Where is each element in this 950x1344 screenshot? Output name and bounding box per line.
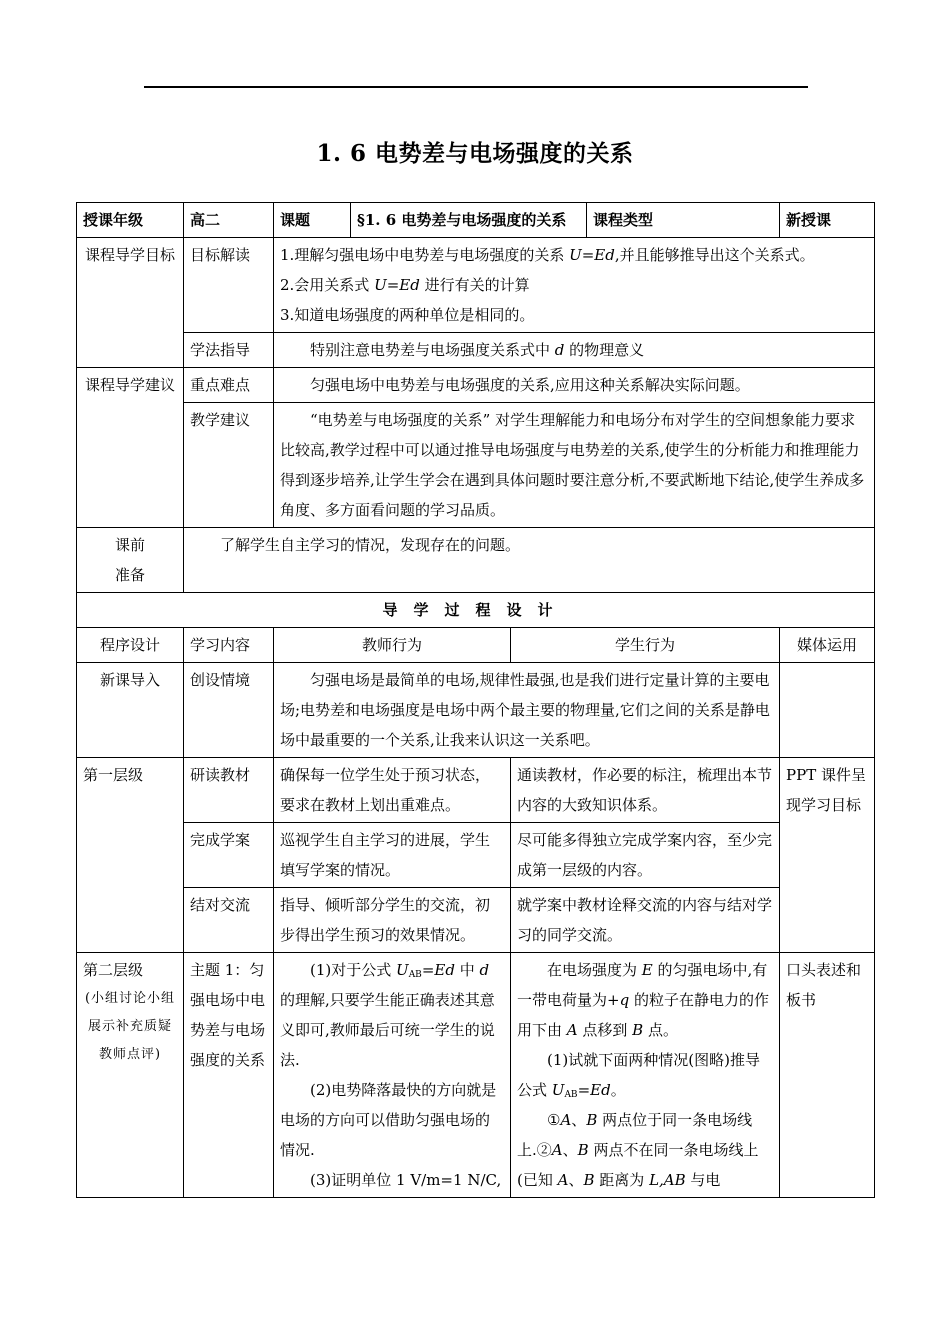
level2-teacher-2: (2)电势降落最快的方向就是电场的方向可以借助匀强电场的情况. xyxy=(280,1081,497,1159)
topic-value: §1. 6 电势差与电场强度的关系 xyxy=(351,203,587,238)
grade-value: 高二 xyxy=(184,203,274,238)
level1-student-3: 就学案中教材诠释交流的内容与结对学习的同学交流。 xyxy=(511,888,780,953)
col-student: 学生行为 xyxy=(511,628,780,663)
key-label: 重点难点 xyxy=(184,368,274,403)
intro-media xyxy=(780,663,875,758)
level2-teacher-3: (3)证明单位 1 V/m=1 N/C, xyxy=(310,1171,502,1189)
level1-row-1 xyxy=(77,758,875,823)
level1-content-2: 完成学案 xyxy=(184,823,274,888)
grade-label: 授课年级 xyxy=(77,203,184,238)
level2-teacher-1: (1)对于公式 $U_{AB}=Ed$ 中 d 的理解,只要学生能正确表述其意义即可,教师最后可统一学生的说法. xyxy=(280,961,495,1069)
suggestions-row-key xyxy=(77,368,875,403)
process-columns-row xyxy=(77,628,875,663)
goals-row-objectives xyxy=(77,238,875,333)
prep-row xyxy=(77,528,875,593)
objectives-label: 目标解读 xyxy=(184,238,274,333)
intro-content: 创设情境 xyxy=(184,663,274,758)
teach-text: “电势差与电场强度的关系” 对学生理解能力和电场分布对学生的空间想象能力要求比较高,教学过程中可以通过推导电场强度与电势差的关系,使学生的分析能力和推理能力得到逐步培养,让学生学会在遇到具体问题时要注意分析,不要武断地下结论,使学生养成多角度、多方面看问题的学习品质。 xyxy=(274,403,875,528)
suggestions-row-teach xyxy=(77,403,875,528)
level1-teacher-3: 指导、倾听部分学生的交流，初步得出学生预习的效果情况。 xyxy=(274,888,511,953)
teach-label: 教学建议 xyxy=(184,403,274,528)
intro-teacher: 匀强电场是最简单的电场,规律性最强,也是我们进行定量计算的主要电场;电势差和电场强度是电场中两个最主要的物理量,它们之间的关系是静电场中最重要的一个关系,让我来认识这一关系吧。 xyxy=(274,663,780,758)
intro-row xyxy=(77,663,875,758)
level2-student-1: 在电场强度为 E 的匀强电场中,有一带电荷量为+q 的粒子在静电力的作用下由 A 点移到 B 点。 xyxy=(517,961,769,1039)
topic-label: 课题 xyxy=(274,203,351,238)
objective-1: 1.理解匀强电场中电势差与电场强度的关系 U=Ed,并且能够推导出这个关系式。 xyxy=(280,246,815,264)
method-text: 特别注意电势差与电场强度关系式中 d 的物理意义 xyxy=(274,333,875,368)
level2-content: 主题 1：匀强电场中电势差与电场强度的关系 xyxy=(184,953,274,1198)
objective-3: 3.知道电场强度的两种单位是相同的。 xyxy=(280,306,535,324)
col-stage: 程序设计 xyxy=(77,628,184,663)
level2-stage-note: (小组讨论小组展示补充质疑教师点评) xyxy=(84,991,176,1062)
level2-stage: 第二层级 xyxy=(83,961,144,979)
process-title: 导学过程设计 xyxy=(77,593,875,628)
key-text: 匀强电场中电势差与电场强度的关系,应用这种关系解决实际问题。 xyxy=(274,368,875,403)
intro-stage: 新课导入 xyxy=(77,663,184,758)
lesson-plan-table xyxy=(76,202,875,1198)
level2-teacher xyxy=(274,953,511,1198)
col-teacher: 教师行为 xyxy=(274,628,511,663)
objective-2: 2.会用关系式 U=Ed 进行有关的计算 xyxy=(280,276,530,294)
process-title-row xyxy=(77,593,875,628)
level1-stage: 第一层级 xyxy=(77,758,184,953)
col-content: 学习内容 xyxy=(184,628,274,663)
header-row xyxy=(77,203,875,238)
level1-content-1: 研读教材 xyxy=(184,758,274,823)
level2-student xyxy=(511,953,780,1198)
prep-text: 了解学生自主学习的情况，发现存在的问题。 xyxy=(184,528,875,593)
goals-row-method xyxy=(77,333,875,368)
col-media: 媒体运用 xyxy=(780,628,875,663)
level2-stage-cell xyxy=(77,953,184,1198)
method-label: 学法指导 xyxy=(184,333,274,368)
level1-student-1: 通读教材，作必要的标注，梳理出本节内容的大致知识体系。 xyxy=(511,758,780,823)
type-value: 新授课 xyxy=(780,203,875,238)
page-title: 1. 6 电势差与电场强度的关系 xyxy=(316,140,634,167)
level1-teacher-1: 确保每一位学生处于预习状态，要求在教材上划出重难点。 xyxy=(274,758,511,823)
level2-media: 口头表述和板书 xyxy=(780,953,875,1198)
header-rule xyxy=(144,86,808,88)
level1-student-2: 尽可能多得独立完成学案内容，至少完成第一层级的内容。 xyxy=(511,823,780,888)
level2-student-2: (1)试就下面两种情况(图略)推导公式 $U_{AB}=Ed$。 xyxy=(517,1051,760,1100)
level1-content-3: 结对交流 xyxy=(184,888,274,953)
type-label: 课程类型 xyxy=(587,203,780,238)
goals-section-label: 课程导学目标 xyxy=(77,238,184,368)
objectives-text xyxy=(274,238,875,333)
prep-label: 课前 准备 xyxy=(77,528,184,593)
suggestions-section-label: 课程导学建议 xyxy=(77,368,184,528)
level1-media: PPT 课件呈现学习目标 xyxy=(780,758,875,953)
level2-student-3: ①A、B 两点位于同一条电场线上.②A、B 两点不在同一条电场线上(已知 A、B 距离为 L,AB 与电 xyxy=(517,1111,759,1189)
level1-row-3 xyxy=(77,888,875,953)
level1-row-2 xyxy=(77,823,875,888)
level1-teacher-2: 巡视学生自主学习的进展，学生填写学案的情况。 xyxy=(274,823,511,888)
level2-row xyxy=(77,953,875,1198)
